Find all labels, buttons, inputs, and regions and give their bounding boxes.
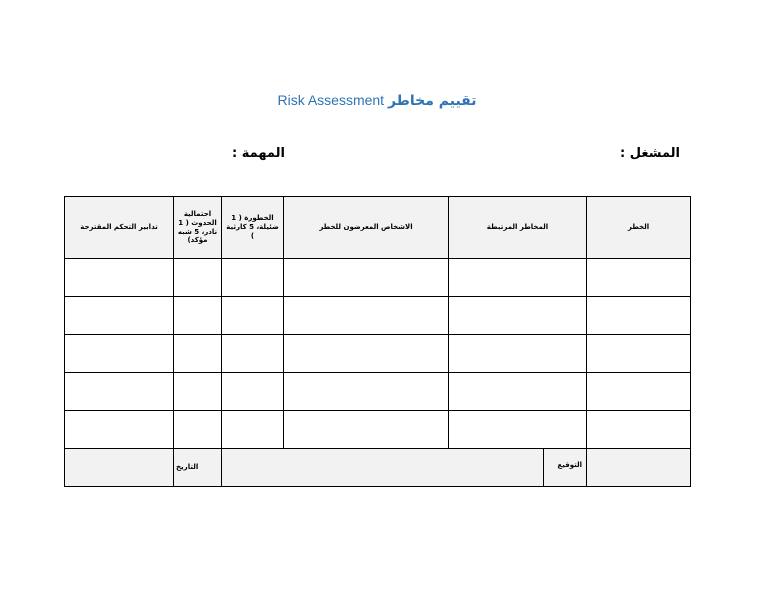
cell-controls[interactable]	[65, 373, 174, 411]
cell-related-risks[interactable]	[449, 373, 587, 411]
cell-related-risks[interactable]	[449, 411, 587, 449]
signature-value[interactable]	[222, 449, 587, 487]
cell-severity[interactable]	[222, 411, 284, 449]
cell-exposed-persons[interactable]	[284, 259, 449, 297]
cell-controls[interactable]	[65, 297, 174, 335]
header-severity: الخطورة ( 1 ضئيلة، 5 كارثية )	[222, 197, 284, 259]
cell-controls[interactable]	[65, 259, 174, 297]
table-row	[65, 335, 691, 373]
operator-label: المشغل :	[620, 146, 680, 161]
table-row	[65, 411, 691, 449]
cell-probability[interactable]	[174, 411, 222, 449]
header-exposed-persons: الاشخاص المعرضون للخطر	[284, 197, 449, 259]
cell-probability[interactable]	[174, 335, 222, 373]
header-row	[65, 197, 691, 259]
table-row	[65, 373, 691, 411]
cell-controls[interactable]	[65, 411, 174, 449]
cell-severity[interactable]	[222, 335, 284, 373]
cell-probability[interactable]	[174, 259, 222, 297]
cell-severity[interactable]	[222, 297, 284, 335]
cell-hazard[interactable]	[587, 411, 691, 449]
cell-exposed-persons[interactable]	[284, 373, 449, 411]
cell-hazard[interactable]	[587, 259, 691, 297]
cell-severity[interactable]	[222, 373, 284, 411]
date-value[interactable]	[65, 449, 174, 487]
cell-probability[interactable]	[174, 373, 222, 411]
footer-row	[65, 449, 691, 487]
cell-controls[interactable]	[65, 335, 174, 373]
date-label: التاريخ	[174, 449, 222, 487]
table-row	[65, 297, 691, 335]
risk-table	[64, 196, 691, 487]
signature-divider	[543, 449, 544, 486]
header-probability: احتمالية الحدوث ( 1 نادر، 5 شبه مؤكد)	[174, 197, 222, 259]
table-row	[65, 259, 691, 297]
cell-exposed-persons[interactable]	[284, 411, 449, 449]
cell-related-risks[interactable]	[449, 259, 587, 297]
cell-probability[interactable]	[174, 297, 222, 335]
cell-hazard[interactable]	[587, 297, 691, 335]
signature-label: التوقيع	[557, 461, 582, 469]
cell-severity[interactable]	[222, 259, 284, 297]
cell-exposed-persons[interactable]	[284, 297, 449, 335]
assessor-value[interactable]	[587, 449, 691, 487]
task-label: المهمة :	[232, 146, 285, 161]
header-hazard: الخطر	[587, 197, 691, 259]
header-related-risks: المخاطر المرتبطة	[449, 197, 587, 259]
header-controls: تدابير التحكم المقترحة	[65, 197, 174, 259]
title-english: Risk Assessment	[277, 92, 385, 108]
cell-hazard[interactable]	[587, 373, 691, 411]
page-title	[0, 92, 760, 109]
cell-exposed-persons[interactable]	[284, 335, 449, 373]
cell-hazard[interactable]	[587, 335, 691, 373]
cell-related-risks[interactable]	[449, 335, 587, 373]
cell-related-risks[interactable]	[449, 297, 587, 335]
title-arabic: تقييم مخاطر	[387, 93, 477, 109]
